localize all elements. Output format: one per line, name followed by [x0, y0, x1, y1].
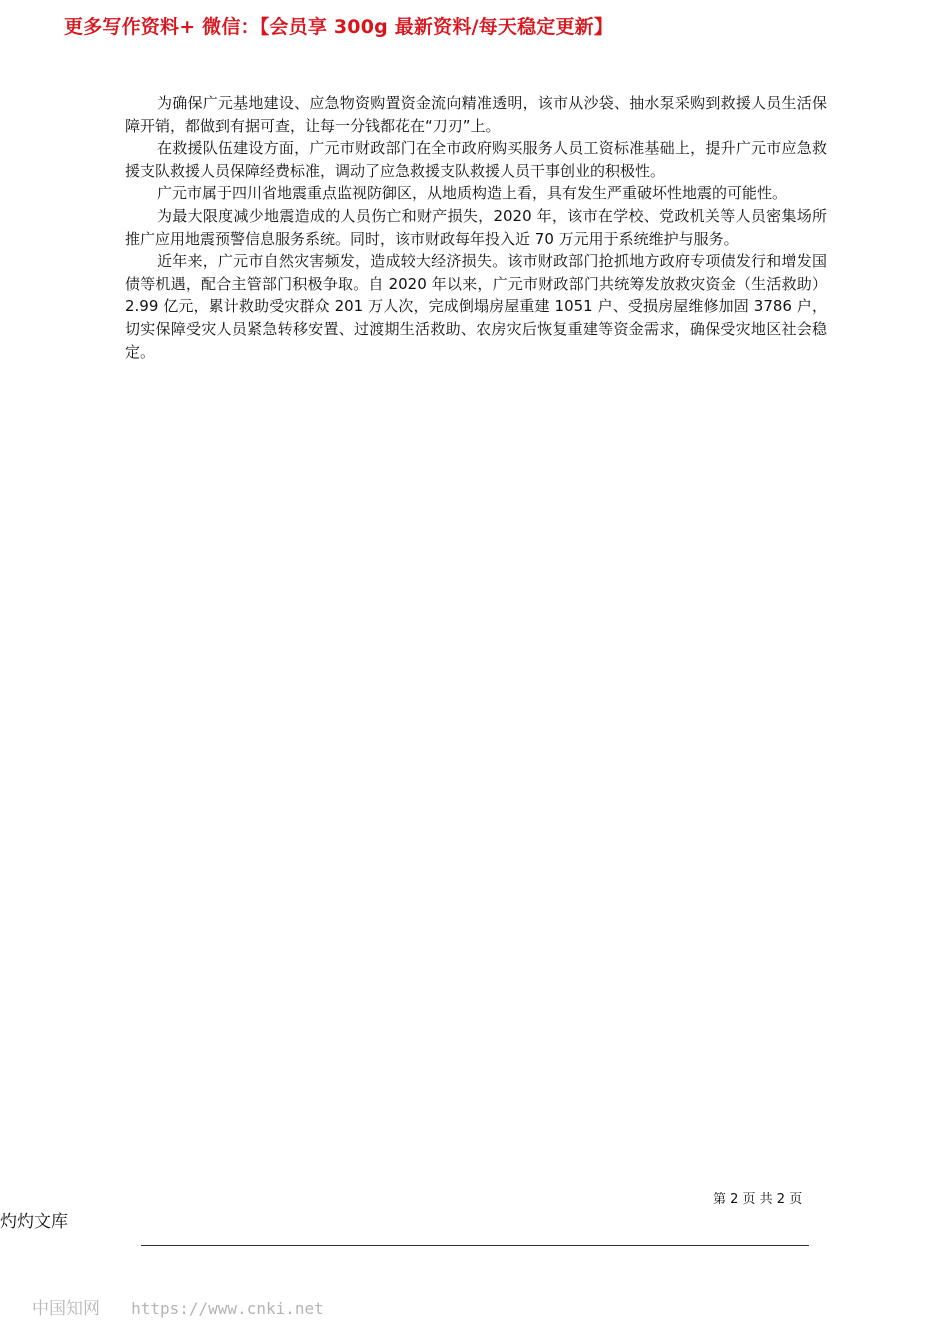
article-body [125, 92, 827, 363]
paragraph-1: 为确保广元基地建设、应急物资购置资金流向精准透明，该市从沙袋、抽水泵采购到救援人员生活保障开销，都做到有据可查，让每一分钱都花在“刀刃”上。 [125, 94, 827, 135]
paragraph-3: 广元市属于四川省地震重点监视防御区，从地质构造上看，具有发生严重破坏性地震的可能性。 [157, 184, 788, 203]
cnki-watermark [32, 1294, 324, 1319]
cnki-watermark-url[interactable]: https://www.cnki.net [131, 1299, 324, 1318]
paragraph-2: 在救援队伍建设方面，广元市财政部门在全市政府购买服务人员工资标准基础上，提升广元市应急救援支队救援人员保障经费标准，调动了应急救援支队救援人员干事创业的积极性。 [125, 139, 827, 180]
promo-banner: 更多写作资料+ 微信：【会员享 300g 最新资料/每天稳定更新】 [64, 16, 614, 38]
footer-divider [141, 1245, 809, 1246]
library-name: 灼灼文库 [0, 1212, 68, 1232]
paragraph-5: 近年来，广元市自然灾害频发，造成较大经济损失。该市财政部门抢抓地方政府专项债发行和增发国债等机遇，配合主管部门积极争取。自 2020 年以来，广元市财政部门共统筹发放救灾资金（生活救助）2.99 亿元，累计救助受灾群众 201 万人次，完成倒塌房屋重建 1051 户、受损房屋维修加固 3786 户，切实保障受灾人员紧急转移安置、过渡期生活救助、农房灾后恢复重建等资金需求，确保受灾地区社会稳定。 [125, 252, 827, 361]
page-number: 第 2 页 共 2 页 [713, 1192, 803, 1207]
cnki-watermark-name: 中国知网 [32, 1299, 100, 1319]
paragraph-4: 为最大限度减少地震造成的人员伤亡和财产损失，2020 年，该市在学校、党政机关等人员密集场所推广应用地震预警信息服务系统。同时，该市财政每年投入近 70 万元用于系统维护与服务。 [125, 206, 827, 248]
